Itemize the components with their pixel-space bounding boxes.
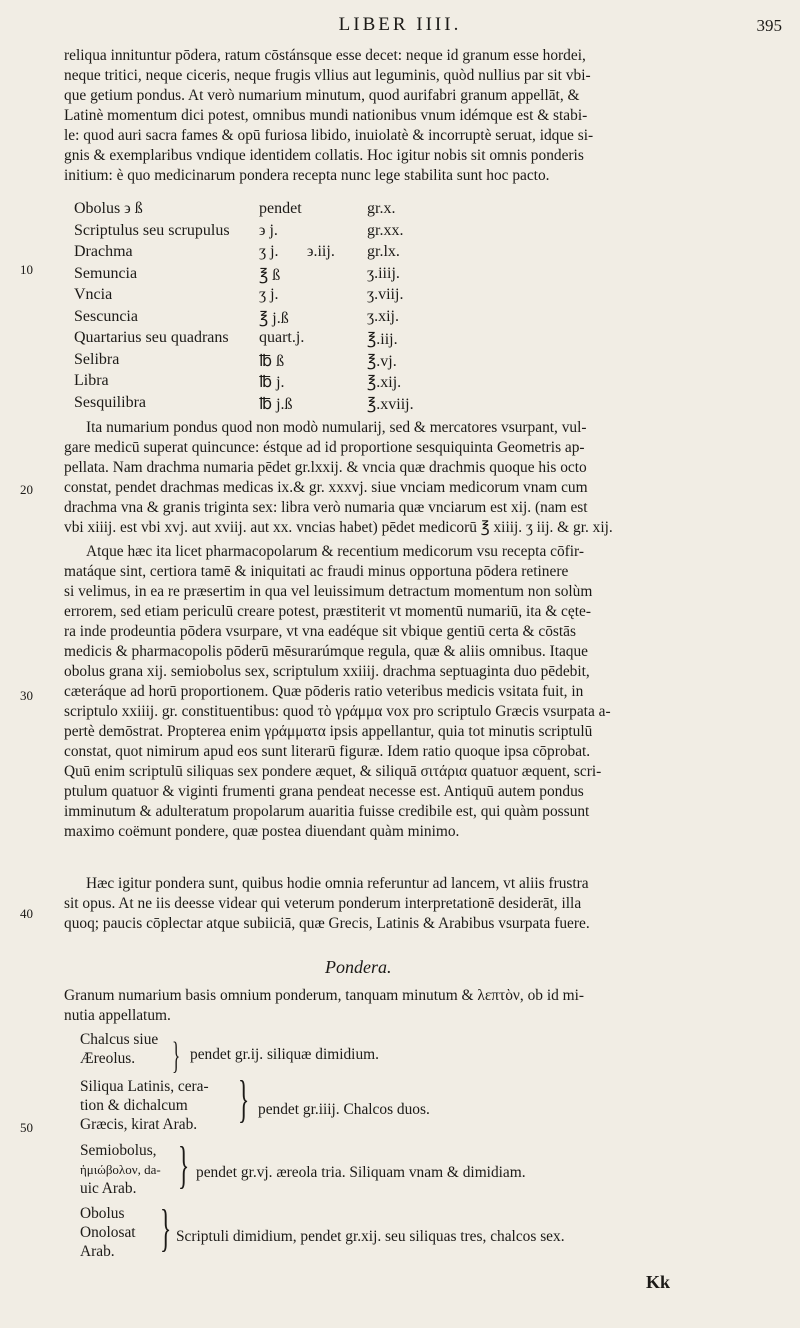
weight-group-names: [80, 1141, 161, 1198]
margin-line-number: 10: [20, 262, 33, 277]
weight-row: Sesquilibra ℔ j.ß ℥.xviij.: [74, 393, 414, 413]
text-line: Latinè momentum dici potest, omnibus mundi nationibus vnum idémque est & stabi-: [64, 107, 588, 124]
paragraph-3: [64, 542, 704, 842]
group-name-line: Græcis, kirat Arab.: [80, 1116, 198, 1133]
text-line: Quū enim scriptulū siliquas sex pondere æquet, & siliquā σιτάρια quatuor æquent, scri-: [64, 763, 602, 780]
text-line: ptulum quatuor & viginti frumenti grana pendeat necesse est. Antiquū autem pondus: [64, 783, 584, 800]
text-line: errorem, sed etiam periculū creare potest, præstiterit vt momentū numariū, ita & cęte-: [64, 603, 591, 620]
group-name-line: Obolus: [80, 1205, 125, 1222]
group-name-line: ἡμιώβολον, da-: [80, 1162, 161, 1177]
brace: }: [178, 1137, 190, 1194]
weight-row: Scriptulus seu scrupulus ϶ j. gr.xx.: [74, 221, 404, 239]
text-line: le: quod auri sacra fames & opū furiosa libido, inuiolatè & incorruptè seruat, idque si-: [64, 127, 594, 144]
text-line: gnis & exemplaribus vndique identidem collatis. Hoc igitur nobis sit omnis ponderis: [64, 147, 584, 164]
text-line: que getium pondus. At verò numarium minutum, quod aurifabri granum appellāt, &: [64, 87, 580, 104]
text-line: imminutum & adulteratum propolarum auaritia fuisse credibile est, qui quàm possunt: [64, 803, 590, 820]
brace: }: [160, 1200, 172, 1257]
text-line: cæteráque ad horū proportionem. Quæ pōderis ratio veteribus medicis vsitata fuit, in: [64, 683, 584, 700]
text-line: obolus grana xij. semiobolus sex, scriptulum xxiiij. drachma septuaginta duo pēdebit,: [64, 663, 590, 680]
text-line: pertè demōstrat. Propterea enim γράμματα ipsis appellantur, quia tot minutis scriptulū: [64, 723, 593, 740]
text-line: ra inde prodeuntia pōdera vsurpare, vt vna eadéque sit vbique gentiū certa & cōstās: [64, 623, 576, 640]
text-line: Ita numarium pondus quod non modò numularij, sed & mercatores vsurpant, vul-: [86, 419, 587, 436]
weights-table: [74, 200, 454, 415]
brace: }: [172, 1035, 181, 1077]
group-description: pendet gr.iiij. Chalcos duos.: [258, 1101, 430, 1118]
paragraph-2: [64, 418, 704, 538]
group-name-line: Onolosat: [80, 1224, 136, 1241]
group-name-line: uic Arab.: [80, 1180, 137, 1197]
page-title: LIBER IIII.: [338, 14, 462, 35]
text-line: Hæc igitur pondera sunt, quibus hodie omnia referuntur ad lancem, vt aliis frustra: [86, 875, 589, 892]
weight-row: Vncia ʒ j. ʒ.viij.: [74, 286, 404, 303]
text-line: constat, pendet drachmas medicas ix.& gr. xxxvj. siue vnciam medicorum vnam cum: [64, 479, 588, 496]
text-line: nutia appellatum.: [64, 1007, 171, 1024]
signature-mark: Kk: [645, 1272, 670, 1292]
text-line: medicis & pharmacopolis pōderū mēsurarúmque regula, quæ & aliis omnibus. Itaque: [64, 643, 589, 660]
text-line: gare medicū superat quincunce: éstque ad id proportione sesquiquinta Geometris ap-: [64, 439, 585, 456]
margin-line-number: 50: [20, 1120, 33, 1135]
weight-row: Drachma ʒ j. ϶.iij. gr.lx.: [74, 243, 400, 260]
page-number: 395: [756, 16, 782, 35]
group-name-line: Chalcus siue: [80, 1031, 159, 1048]
brace: }: [238, 1071, 250, 1128]
text-line: sit opus. At ne iis deesse videar qui veterum ponderum interpretationē desiderāt, illa: [64, 895, 582, 912]
group-description: pendet gr.ij. siliquæ dimidium.: [190, 1046, 379, 1063]
paragraph-1: [64, 46, 704, 186]
text-line: vbi xiiij. est vbi xvj. aut xviij. aut xx. vncias habet) pēdet medicorū ℥ xiiij. ʒ iij. & gr. xij.: [64, 519, 613, 536]
weight-row: Semuncia ℥ ß ʒ.iiij.: [74, 264, 400, 284]
group-name-line: Arab.: [80, 1243, 115, 1260]
text-line: neque tritici, neque ciceris, neque frugis vllius aut leguminis, quòd nullius par sit vbi-: [64, 67, 591, 84]
section-heading: Pondera.: [325, 957, 392, 977]
margin-line-number: 40: [20, 906, 33, 921]
weight-row: Quartarius seu quadrans quart.j. ℥.iij.: [74, 329, 398, 348]
group-name-line: tion & dichalcum: [80, 1097, 188, 1114]
text-line: Granum numarium basis omnium ponderum, tanquam minutum & λεπτὸν, ob id mi-: [64, 987, 585, 1004]
text-line: si velimus, in ea re præsertim in qua vel leuissimum detractum momentum non solùm: [64, 583, 593, 600]
text-line: drachma vna & granis triginta sex: libra verò numaria quæ vnciarum est xij. (nam est: [64, 499, 588, 516]
weight-row: Selibra ℔ ß ℥.vj.: [74, 350, 397, 370]
text-line: quoq; paucis cōplectar atque subiiciā, quæ Grecis, Latinis & Arabibus vsurpata fuere.: [64, 915, 590, 932]
group-description: pendet gr.vj. æreola tria. Siliquam vnam & dimidiam.: [196, 1164, 526, 1181]
running-header: [0, 14, 800, 42]
text-line: Atque hæc ita licet pharmacopolarum & recentium medicorum vsu recepta cōfir-: [86, 543, 584, 560]
weight-row: Obolus ϶ ß pendet gr.x.: [74, 200, 396, 217]
text-line: scriptulo xxiiij. gr. constituentibus: quod τὸ γράμμα vox pro scriptulo Græcis vsurpata a-: [64, 703, 611, 720]
paragraph-4: [64, 874, 704, 934]
weight-row: Sescuncia ℥ j.ß ʒ.xij.: [74, 307, 399, 327]
weight-row: Libra ℔ j. ℥.xij.: [74, 372, 402, 391]
text-line: reliqua innituntur pōdera, ratum cōstánsque esse decet: neque id granum esse hordei,: [64, 47, 586, 64]
group-description: Scriptuli dimidium, pendet gr.xij. seu siliquas tres, chalcos sex.: [176, 1228, 565, 1245]
text-line: constat, quot nimirum apud eos sunt literarū figuræ. Idem ratio quoque ipsa cōprobat.: [64, 743, 591, 760]
weight-group-names: [80, 1030, 158, 1068]
margin-line-number: 20: [20, 482, 33, 497]
paragraph-5: [64, 986, 704, 1026]
text-line: matáque sint, certiora tamē & iniquitati ac fraudi minus opportuna pōdera retinere: [64, 563, 569, 580]
group-name-line: Siliqua Latinis, cera-: [80, 1078, 209, 1095]
weight-group-names: [80, 1077, 209, 1134]
text-line: maximo coëmunt pondere, quæ postea diuendant quàm minimo.: [64, 823, 460, 840]
group-name-line: Semiobolus,: [80, 1142, 157, 1159]
weight-group-names: [80, 1204, 136, 1261]
margin-line-number: 30: [20, 688, 33, 703]
text-line: initium: è quo medicinarum pondera recepta nunc lege stabilita sunt hoc pacto.: [64, 167, 550, 184]
group-name-line: Æreolus.: [80, 1050, 136, 1067]
text-line: pellata. Nam drachma numaria pēdet gr.lxxij. & vncia quæ drachmis quoque his octo: [64, 459, 587, 476]
